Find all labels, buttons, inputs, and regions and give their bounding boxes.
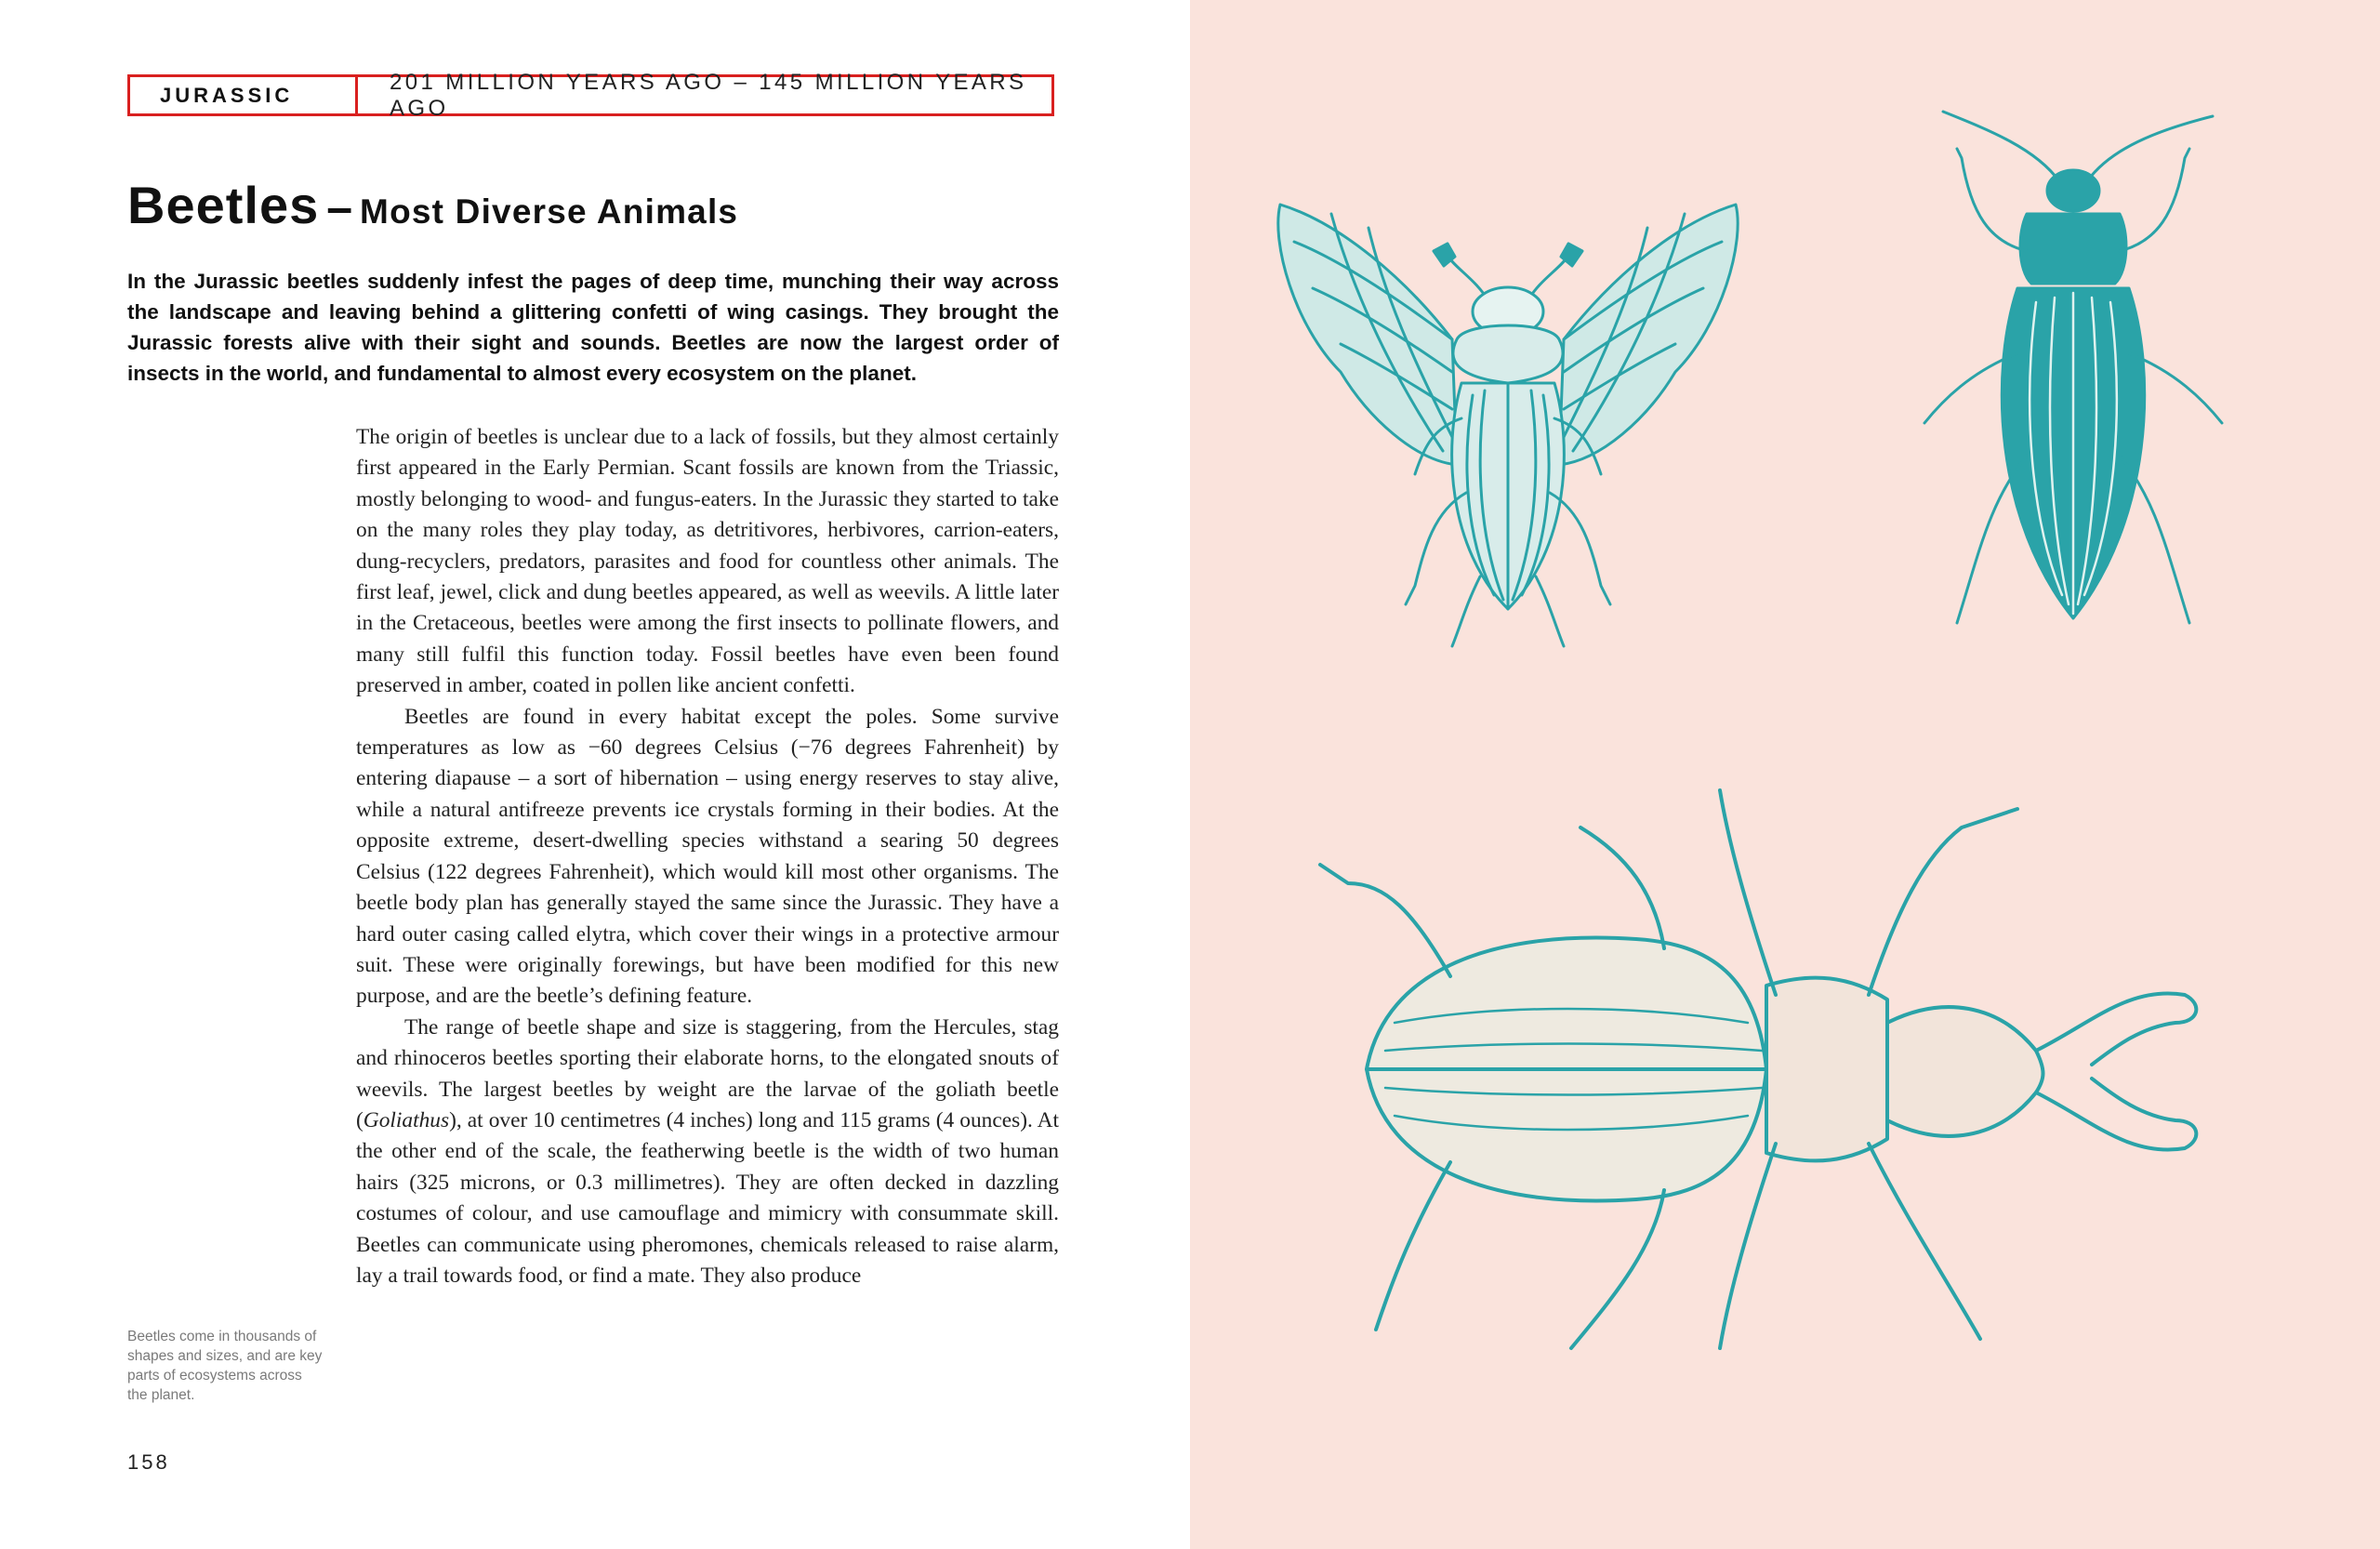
winged-beetle-icon xyxy=(1266,139,1750,669)
body-paragraph-2: Beetles are found in every habitat except the poles. Some survive temperatures as low as −60 degrees Celsius (−76 degrees Fahrenheit) by entering diapause – a sort of hibernation – using energy reserves to stay alive, while a natural antifreeze prevents ice crystals forming in their bodies. At the opposite extreme, desert-dwelling species withstand a searing 50 degrees Celsius (122 degrees Fahrenheit), which would kill most other organisms. The beetle body plan has generally stayed the same since the Jurassic. They have a hard outer casing called elytra, which cover their wings in a protective armour suit. These were originally forewings, but have been modified for this new purpose, and are the beetle’s defining feature. xyxy=(356,704,1059,1009)
body-text xyxy=(356,422,1059,1291)
ground-beetle-icon xyxy=(1878,102,2268,669)
body-paragraph-1: The origin of beetles is unclear due to a lack of fossils, but they almost certainly first appeared in the Early Permian. Scant fossils are known from the Triassic, mostly belonging to wood- and fungus-eaters. In the Jurassic they started to take on the many roles they play today, as detritivores, herbivores, carrion-eaters, dung-recyclers, predators, parasites and food for countless other animals. The first leaf, jewel, click and dung beetles appeared, as well as weevils. A little later in the Cretaceous, beetles were among the first insects to pollinate flowers, and many still fulfil this function today. Fossil beetles have even been found preserved in amber, coated in pollen like ancient confetti. xyxy=(356,425,1059,698)
era-name: JURASSIC xyxy=(130,77,358,113)
body-paragraph-3 xyxy=(356,1013,1059,1292)
stag-beetle-icon xyxy=(1311,772,2241,1423)
winged-beetle-illustration xyxy=(1266,139,1750,669)
right-page xyxy=(1190,0,2380,1549)
title-subtitle: Most Diverse Animals xyxy=(360,192,739,231)
body-paragraph-3-italic: Goliathus xyxy=(363,1107,450,1132)
page-number: 158 xyxy=(127,1450,170,1474)
body-paragraph-3-part-a: The range of beetle shape and size is staggering, from the Hercules, stag and rhinoceros beetles sporting their elaborate horns, to the elongated snouts of weevils. The largest beetles by weight are the larvae of the goliath beetle ( xyxy=(356,1014,1059,1132)
page-title xyxy=(127,175,1057,235)
title-main: Beetles xyxy=(127,176,320,234)
era-header xyxy=(127,69,1054,121)
stag-beetle-illustration xyxy=(1311,772,2241,1423)
ground-beetle-illustration xyxy=(1878,102,2268,669)
era-date-range: 201 MILLION YEARS AGO – 145 MILLION YEARS AGO xyxy=(390,69,1027,121)
body-paragraph-3-part-b: ), at over 10 centimetres (4 inches) long and 115 grams (4 ounces). At the other end of the scale, the featherwing beetle is the width of two human hairs (325 microns, or 0.3 millimetres). They are often decked in dazzling costumes of colour, and use camouflage and mimicry with consummate skill. Beetles can communicate using pheromones, chemicals released to raise alarm, lay a trail towards food, or find a mate. They also produce xyxy=(356,1107,1059,1288)
title-dash: – xyxy=(326,181,353,233)
intro-paragraph: In the Jurassic beetles suddenly infest the pages of deep time, munching their way across the landscape and leaving behind a glittering confetti of wing casings. They brought the Jurassic forests alive with their sight and sounds. Beetles are now the largest order of insects in the world, and fundamental to almost every ecosystem on the planet. xyxy=(127,270,1059,385)
image-caption: Beetles come in thousands of shapes and sizes, and are key parts of ecosystems across the planet. xyxy=(127,1329,323,1403)
